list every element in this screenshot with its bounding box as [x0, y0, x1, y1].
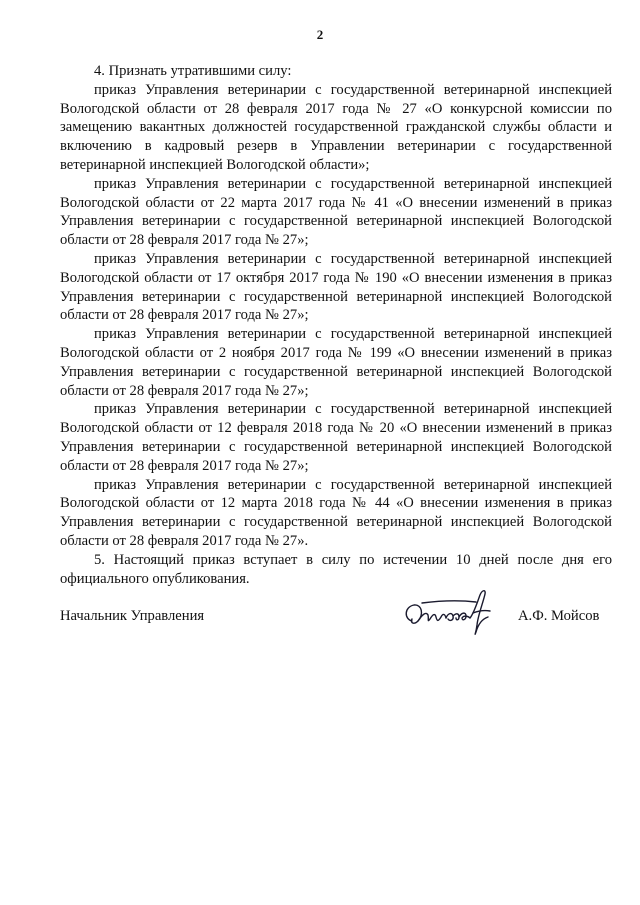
section-5-text: 5. Настоящий приказ вступает в силу по истечении 10 дней после дня его официального опубликования.: [60, 551, 612, 587]
page-number: 2: [316, 27, 324, 42]
repealed-order-3: приказ Управления ветеринарии с государственной ветеринарной инспекцией Вологодской области от 17 октября 2017 года № 190 «О внесении изменения в приказ Управления ветеринарии с государственной ветеринарной инспекцией Вологодской области от 28 февраля 2017 года № 27»;: [60, 250, 612, 324]
section-4-heading: 4. Признать утратившими силу:: [94, 63, 292, 79]
repealed-order-1: приказ Управления ветеринарии с государственной ветеринарной инспекцией Вологодской области от 28 февраля 2017 года № 27 «О конкурсной комиссии по замещению вакантных должностей государственной гражданской службы области и включению в кадровый резерв в Управлении ветеринарии с государственной ветеринарной инспекцией Вологодской области»;: [60, 81, 612, 173]
repealed-order-4: приказ Управления ветеринарии с государственной ветеринарной инспекцией Вологодской области от 2 ноября 2017 года № 199 «О внесении изменений в приказ Управления ветеринарии с государственной ветеринарной инспекцией Вологодской области от 28 февраля 2017 года № 27»;: [60, 326, 612, 399]
repealed-order-6: приказ Управления ветеринарии с государственной ветеринарной инспекцией Вологодской области от 12 марта 2018 года № 44 «О внесении изменения в приказ Управления ветеринарии с государственной ветеринарной инспекцией Вологодской области от 28 февраля 2017 года № 27».: [60, 476, 612, 549]
signature-block: [60, 585, 612, 645]
signer-name: А.Ф. Мойсов: [518, 608, 600, 624]
document-body: [60, 62, 612, 588]
handwritten-signature: [398, 585, 518, 641]
signer-title: Начальник Управления: [60, 608, 205, 624]
repealed-order-5: приказ Управления ветеринарии с государственной ветеринарной инспекцией Вологодской области от 12 февраля 2018 года № 20 «О внесении изменений в приказ Управления ветеринарии с государственной ветеринарной инспекцией Вологодской области от 28 февраля 2017 года № 27»;: [60, 401, 612, 474]
repealed-order-2: приказ Управления ветеринарии с государственной ветеринарной инспекцией Вологодской области от 22 марта 2017 года № 41 «О внесении изменений в приказ Управления ветеринарии с государственной ветеринарной инспекцией Вологодской области от 28 февраля 2017 года № 27»;: [60, 175, 612, 249]
